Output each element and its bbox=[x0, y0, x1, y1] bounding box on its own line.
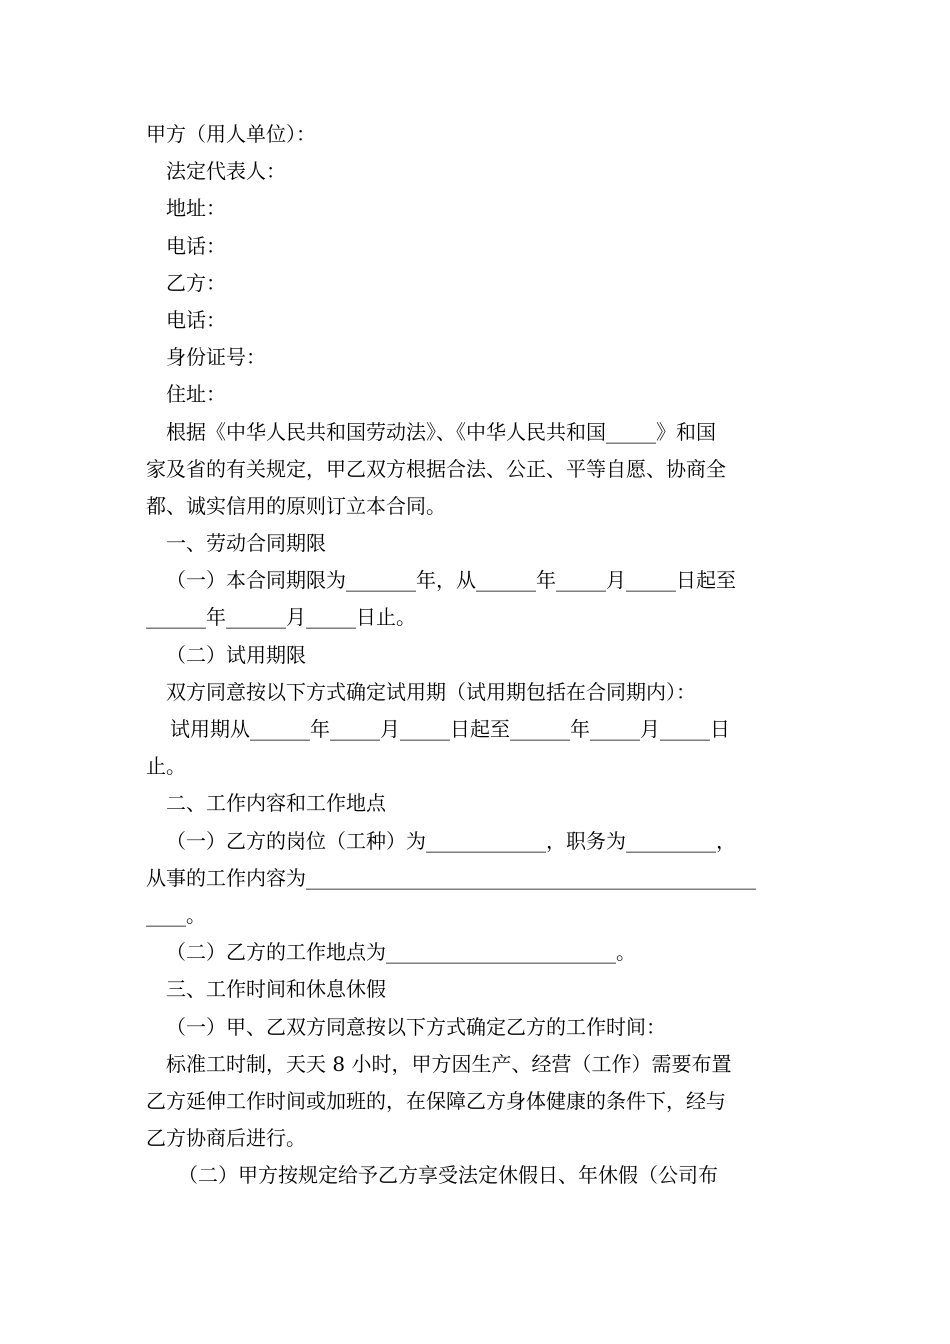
position-line-1: （一）乙方的岗位（工种）为____________，职务为_________， bbox=[166, 828, 736, 853]
position-line-3: ____。 bbox=[146, 902, 206, 927]
contract-term-line-2: ______年______月_____日止。 bbox=[146, 605, 416, 630]
party-a-phone-line: 电话： bbox=[166, 233, 226, 258]
section-heading-working-hours: 三、工作时间和休息休假 bbox=[166, 977, 386, 1002]
party-b-address-line: 住址： bbox=[166, 382, 226, 407]
party-b-line: 乙方： bbox=[166, 270, 226, 295]
preamble-line-3: 都、诚实信用的原则订立本合同。 bbox=[146, 493, 446, 518]
party-b-phone-line: 电话： bbox=[166, 307, 226, 332]
work-location-line: （二）乙方的工作地点为_______________________。 bbox=[166, 940, 636, 965]
preamble-line-1: 根据《中华人民共和国劳动法》、《中华人民共和国_____》和国 bbox=[166, 419, 716, 444]
working-hours-line-4: 乙方协商后进行。 bbox=[146, 1126, 306, 1151]
contract-body bbox=[146, 116, 806, 1194]
party-a-line: 甲方（用人单位）： bbox=[146, 122, 316, 146]
contract-term-line-1: （一）本合同期限为_______年，从______年_____月_____日起至 bbox=[166, 568, 736, 593]
probation-heading: （二）试用期限 bbox=[166, 642, 306, 667]
working-hours-line-3: 乙方延伸工作时间或加班的，在保障乙方身体健康的条件下，经与 bbox=[146, 1088, 726, 1113]
probation-line-2: 试用期从______年_____月_____日起至______年_____月_____日 bbox=[170, 717, 730, 741]
legal-representative-line: 法定代表人： bbox=[166, 159, 286, 184]
working-hours-line-2: 标准工时制，天天 8 小时，甲方因生产、经营（工作）需要布置 bbox=[166, 1051, 732, 1076]
probation-line-1: 双方同意按以下方式确定试用期（试用期包括在合同期内）： bbox=[166, 679, 696, 704]
section-heading-work-content: 二、工作内容和工作地点 bbox=[166, 791, 386, 816]
party-a-address-line: 地址： bbox=[166, 196, 226, 221]
id-number-line: 身份证号： bbox=[166, 345, 266, 370]
holiday-line-1: （二）甲方按规定给予乙方享受法定休假日、年休假（公司布 bbox=[178, 1163, 718, 1188]
section-heading-contract-term: 一、劳动合同期限 bbox=[166, 531, 326, 556]
position-line-2: 从事的工作内容为_____________________________________________ bbox=[146, 865, 756, 890]
preamble-line-2: 家及省的有关规定，甲乙双方根据合法、公正、平等自愿、协商全 bbox=[146, 456, 726, 481]
probation-line-3: 止。 bbox=[146, 754, 186, 779]
working-hours-line-1: （一）甲、乙双方同意按以下方式确定乙方的工作时间： bbox=[166, 1014, 666, 1039]
